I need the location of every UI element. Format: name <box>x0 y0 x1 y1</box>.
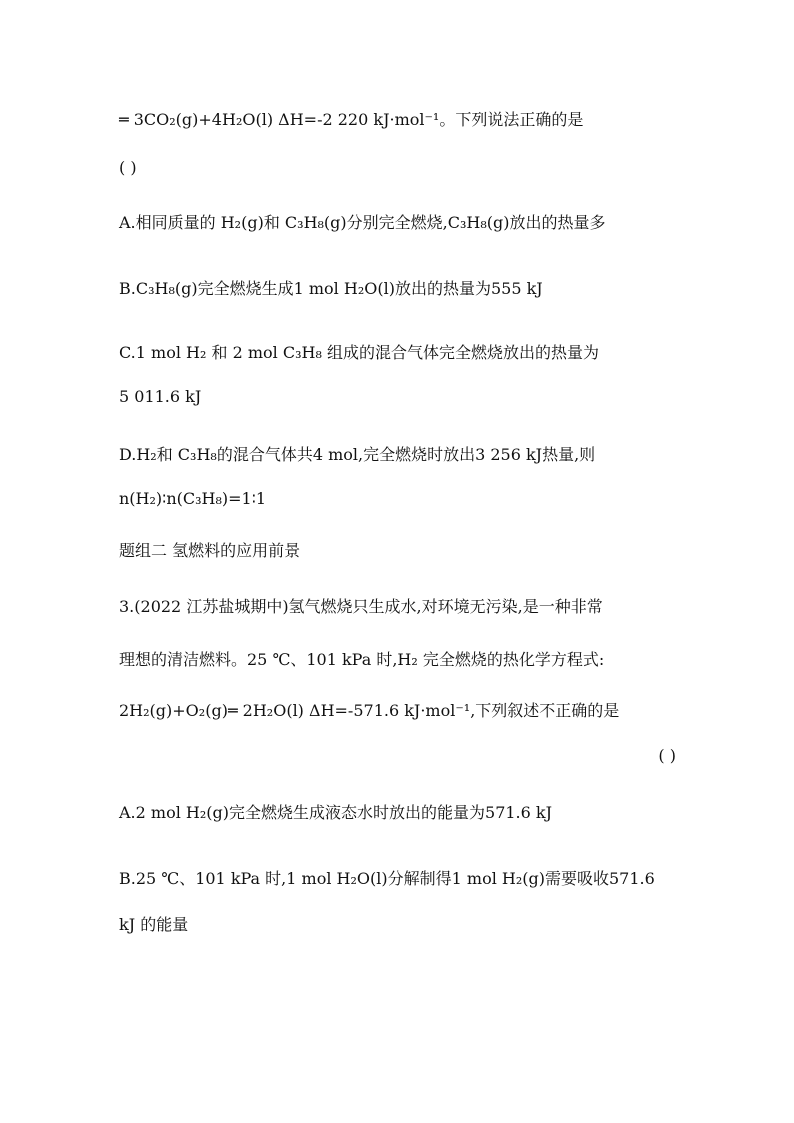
question-3-line1: 3.(2022 江苏盐城期中)氢气燃烧只生成水,对环境无污染,是一种非常 <box>119 597 603 616</box>
option-a: A.相同质量的 H₂(g)和 C₃H₈(g)分别完全燃烧,C₃H₈(g)放出的热量多 <box>119 213 606 232</box>
q3-option-b-line1: B.25 ℃、101 kPa 时,1 mol H₂O(l)分解制得1 mol H₂(g)需要吸收571.6 <box>119 869 655 888</box>
equation-line: ═ 3CO₂(g)+4H₂O(l) ΔH=-2 220 kJ·mol⁻¹。下列说法正确的是 <box>119 110 584 129</box>
option-b: B.C₃H₈(g)完全燃烧生成1 mol H₂O(l)放出的热量为555 kJ <box>119 279 543 298</box>
option-c-line1: C.1 mol H₂ 和 2 mol C₃H₈ 组成的混合气体完全燃烧放出的热量为 <box>119 343 599 362</box>
answer-bracket: ( ) <box>119 158 137 177</box>
section-heading: 题组二 氢燃料的应用前景 <box>119 541 301 560</box>
option-d-line2: n(H₂)∶n(C₃H₈)=1∶1 <box>119 489 267 508</box>
q3-option-a: A.2 mol H₂(g)完全燃烧生成液态水时放出的能量为571.6 kJ <box>119 803 553 822</box>
question-3-equation: 2H₂(g)+O₂(g)═ 2H₂O(l) ΔH=-571.6 kJ·mol⁻¹,下列叙述不正确的是 <box>119 701 620 720</box>
answer-bracket-2: ( ) <box>658 746 676 765</box>
option-c-line2: 5 011.6 kJ <box>119 387 202 406</box>
option-d-line1: D.H₂和 C₃H₈的混合气体共4 mol,完全燃烧时放出3 256 kJ热量,则 <box>119 445 596 464</box>
question-3-line2: 理想的清洁燃料。25 ℃、101 kPa 时,H₂ 完全燃烧的热化学方程式: <box>119 650 605 669</box>
q3-option-b-line2: kJ 的能量 <box>119 915 189 934</box>
